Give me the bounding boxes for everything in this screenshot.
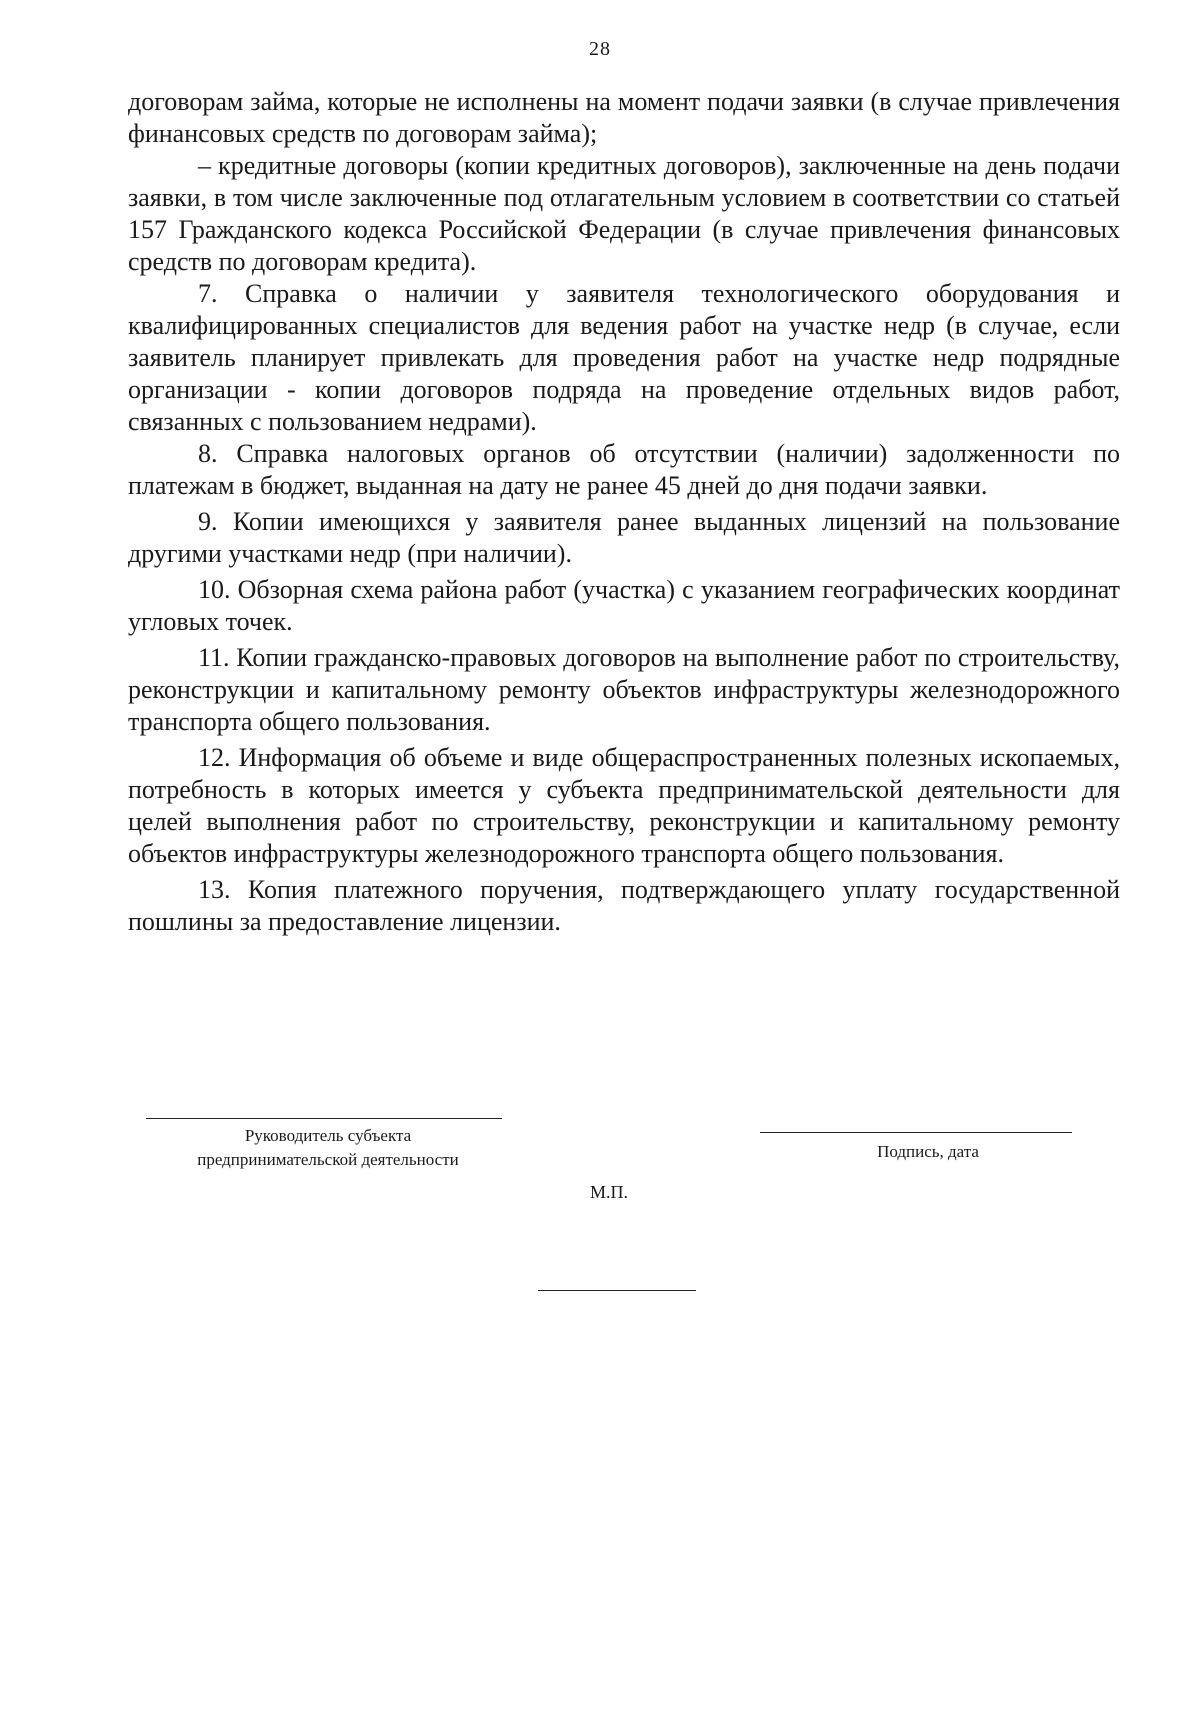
page-number: 28	[589, 38, 611, 60]
paragraph-item-13: 13. Копия платежного поручения, подтверждающего уплату государственной пошлины за предоставление лицензии.	[128, 875, 1120, 936]
right-signature-caption: Подпись, дата	[877, 1142, 979, 1161]
paragraph-item-11: 11. Копии гражданско-правовых договоров на выполнение работ по строительству, реконструкции и капитальному ремонту объектов инфраструктуры железнодорожного транспорта общего пользования.	[128, 643, 1120, 736]
left-caption-line-2: предпринимательской деятельности	[197, 1150, 459, 1169]
signature-line-left	[146, 1118, 502, 1119]
paragraph-item-9: 9. Копии имеющихся у заявителя ранее выданных лицензий на пользование другими участками недр (при наличии).	[128, 507, 1120, 568]
document-body	[128, 86, 1120, 938]
stamp-label: М.П.	[589, 1182, 628, 1202]
paragraph-loan-agreements: договорам займа, которые не исполнены на момент подачи заявки (в случае привлечения финансовых средств по договорам займа);	[128, 87, 1120, 148]
left-caption-line-1: Руководитель субъекта	[244, 1126, 412, 1145]
end-rule	[538, 1290, 696, 1291]
paragraph-item-8: 8. Справка налоговых органов об отсутствии (наличии) задолженности по платежам в бюджет, выданная на дату не ранее 45 дней до дня подачи заявки.	[128, 439, 1120, 500]
paragraph-item-7: 7. Справка о наличии у заявителя технологического оборудования и квалифицированных специалистов для ведения работ на участке недр (в случае, если заявитель планирует привлекать для проведения работ на участке недр подрядные организации - копии договоров подряда на проведение отдельных видов работ, связанных с пользованием недрами).	[128, 279, 1120, 436]
paragraph-item-10: 10. Обзорная схема района работ (участка) с указанием географических координат угловых точек.	[128, 575, 1120, 636]
left-signature-caption	[150, 1124, 506, 1172]
paragraph-credit-agreements: – кредитные договоры (копии кредитных договоров), заключенные на день подачи заявки, в том числе заключенные под отлагательным условием в соответствии со статьей 157 Гражданского кодекса Российской Федерации (в случае привлечения финансовых средств по договорам кредита).	[128, 151, 1120, 276]
paragraph-item-12: 12. Информация об объеме и виде общераспространенных полезных ископаемых, потребность в которых имеется у субъекта предпринимательской деятельности для целей выполнения работ по строительству, реконструкции и капитальному ремонту объектов инфраструктуры железнодорожного транспорта общего пользования.	[128, 743, 1120, 868]
signature-line-right	[760, 1132, 1072, 1133]
